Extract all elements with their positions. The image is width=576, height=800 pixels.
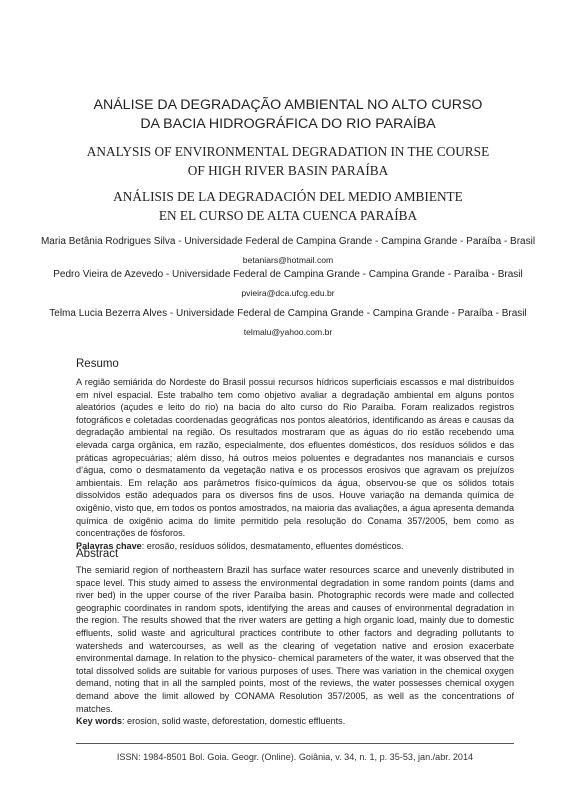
abstract-body: The semiarid region of northeastern Brazil has surface water resources scarce and unevenly distributed in space level. This study aimed to assess the environmental degradation in some random points (dams and river bed) in the upper course of the river Paraíba basin. Photographic records were made and collected geographic coordinates in random spots, identifying the areas and causes of environmental degradation in the region. The results showed that the river waters are getting a high organic load, mainly due to domestic effluents, solid waste and agricultural practices contribute to other factors and degrading pollutants to watersheds and watercourses, as well as the clearing of vegetation native and erosion exacerbate environmental damage. In relation to the physico- chemical parameters of the water, it was observed that the total dissolved solids are suitable for various purposes of uses. There was variation in the chemical oxygen demand, noting that in all the sampled points, most of the reviews, the water possesses chemical oxygen demand above the limit allowed by CONAMA Resolution 357/2005, as well as the concentrations of matches. [76, 565, 514, 714]
resumo-paragraph [76, 376, 514, 552]
author-email: pvieira@dca.ufcg.edu.br [241, 288, 335, 298]
title-spanish-line-1: ANÁLISIS DE LA DEGRADACIÓN DEL MEDIO AMBIENTE [113, 189, 463, 204]
title-portuguese-line-1: ANÁLISE DA DEGRADAÇÃO AMBIENTAL NO ALTO CURSO [93, 97, 483, 113]
title-spanish [60, 187, 516, 225]
title-english-line-2: OF HIGH RIVER BASIN PARAÍBA [187, 163, 389, 178]
author-block [40, 235, 536, 266]
title-spanish-line-2: EN EL CURSO DE ALTA CUENCA PARAÍBA [158, 208, 418, 223]
author-block [40, 307, 536, 338]
resumo-keywords: : erosão, resíduos sólidos, desmatamento, efluentes domésticos. [141, 540, 404, 551]
footer-divider [76, 743, 514, 744]
abstract-keywords-label: Key words [76, 716, 122, 727]
author-name: Telma Lucia Bezerra Alves - Universidade Federal de Campina Grande - Campina Grande - Paraíba - Brasil [49, 308, 527, 319]
author-block [40, 268, 536, 299]
title-portuguese [60, 96, 516, 134]
abstract-heading: Abstract [76, 548, 119, 560]
author-name: Maria Betânia Rodrigues Silva - Universidade Federal de Campina Grande - Campina Grande - Paraíba - Brasil [40, 236, 536, 247]
resumo-heading: Resumo [76, 358, 119, 370]
abstract-paragraph [76, 564, 514, 728]
resumo-keywords-label: Palavras chave [76, 540, 142, 551]
footer-citation: ISSN: 1984-8501 Bol. Goia. Geogr. (Online). Goiânia, v. 34, n. 1, p. 35-53, jan./abr. 2014 [116, 752, 474, 762]
resumo-body: A região semiárida do Nordeste do Brasil possui recursos hídricos superficiais escassos e mal distribuídos em nível espacial. Este trabalho tem como objetivo avaliar a degradação ambiental em alguns pontos aleatórios (açudes e leito do rio) na bacia do alto curso do Rio Paraíba. Foram realizados registros fotográficos e coletadas coordenadas geográficas nos pontos aleatórios, identificando as áreas e causas da degradação ambiental na região. Os resultados mostraram que as águas do rio estão recebendo uma elevada carga orgânica, em razão, especialmente, dos efluentes domésticos, dos resíduos sólidos e das práticas agropecuárias; além disso, há outros meios poluentes e degradantes nos mananciais e cursos d’água, como o desmatamento da vegetação nativa e os processos erosivos que agravam os prejuízos ambientais. Em relação aos parâmetros físico-químicos da água, observou-se que os sólidos totais dissolvidos estão adequados para os diversos fins de usos. Houve variação na demanda química de oxigênio, visto que, em todos os pontos amostrados, na maioria das avaliações, a água apresenta demanda química de oxigênio acima do limite permitido pela resolução do Conama 357/2005, bem como as concentrações de fósforos. [76, 377, 514, 539]
author-email: betaniars@hotmail.com [242, 255, 334, 265]
author-name: Pedro Vieira de Azevedo - Universidade Federal de Campina Grande - Campina Grande - Paraíba - Brasil [53, 269, 523, 280]
title-portuguese-line-2: DA BACIA HIDROGRÁFICA DO RIO PARAÍBA [140, 116, 436, 132]
title-english-line-1: ANALYSIS OF ENVIRONMENTAL DEGRADATION IN THE COURSE [86, 144, 490, 159]
author-email: telmalu@yahoo.com.br [243, 327, 333, 337]
title-english [60, 142, 516, 180]
abstract-keywords: : erosion, solid waste, deforestation, domestic effluents. [122, 716, 346, 727]
